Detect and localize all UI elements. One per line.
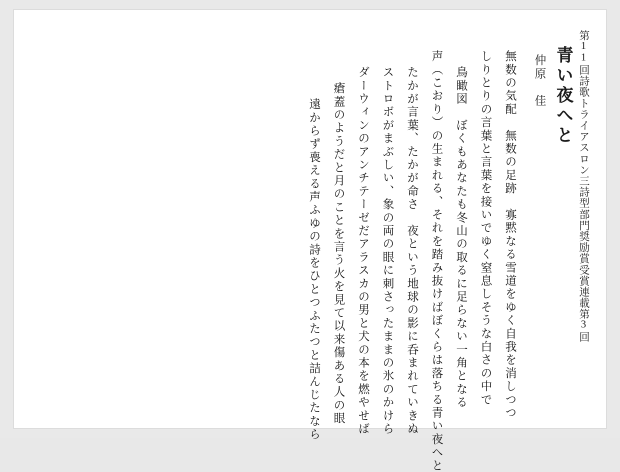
document-sheet [14, 10, 606, 472]
poem-line: 遠からず喪える声ふゆの詩をひとつふたつと詰んじたなら [308, 98, 320, 442]
poem-line: たかが言葉、たかが命さ 夜という地球の影に呑まれていきぬ [406, 66, 418, 436]
poem-line: 無数の気配 無数の足跡 寡黙なる雪道をゆく自我を消しつつ [504, 50, 516, 420]
poem-body [295, 28, 516, 472]
header-note: 第11回詩歌トライアスロン三詩型部門奨励賞受賞連載第3回 [578, 30, 589, 343]
document-content [32, 28, 589, 472]
author-name: 仲原 佳 [533, 54, 546, 108]
page-title: 青い夜へと [553, 46, 573, 146]
poem-line: しりとりの言葉と言葉を接いでゆく窒息しそうな白さの中で [479, 50, 492, 407]
poem-line: 鳥瞰図 ぼくもあなたも冬山の取るに足らない一角となる [455, 66, 467, 410]
poem-line: ダーウィンのアンチテーゼだアラスカの男と犬の本を燃やせば [357, 66, 369, 436]
poem-line: 瘡蓋のようだと月のことを言う火を見て以来傷ある人の眼 [332, 82, 345, 426]
poem-line: ストロボがまぶしい、象の両の眼に刺さったままの氷のかけら [381, 66, 394, 436]
poem-line: 声（こおり）の生まれる、それを踏み抜けばぼくらは落ちる青い夜へと [430, 50, 443, 472]
